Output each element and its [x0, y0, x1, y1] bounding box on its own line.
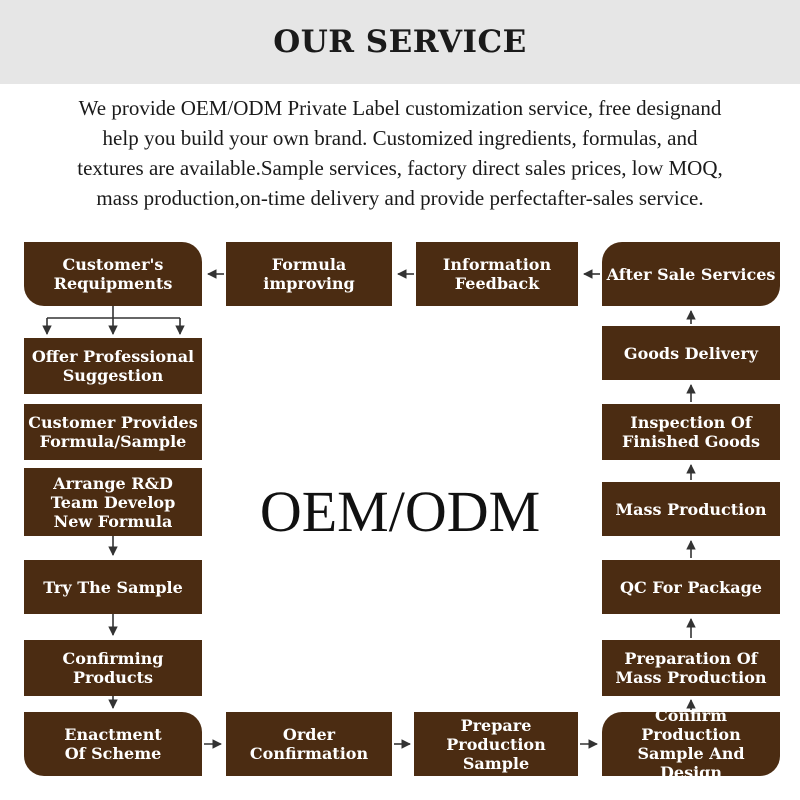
intro-line: mass production,on-time delivery and provide perfectafter-sales service. — [96, 186, 704, 210]
step-after-sale-services: After Sale Services — [602, 242, 780, 306]
center-label: OEM/ODM — [259, 479, 541, 544]
step-mass-production: Mass Production — [602, 482, 780, 536]
step-prepare-production-sample: Prepare Production Sample — [414, 712, 578, 776]
step-customer-provides-formula: Customer Provides Formula/Sample — [24, 404, 202, 460]
step-offer-professional-suggestion: Offer Professional Suggestion — [24, 338, 202, 394]
step-enactment-of-scheme: Enactment Of Scheme — [24, 712, 202, 776]
intro-line: We provide OEM/ODM Private Label customization service, free designand — [78, 96, 722, 120]
intro-line: help you build your own brand. Customized ingredients, formulas, and — [102, 126, 698, 150]
step-preparation-of-mass-production: Preparation Of Mass Production — [602, 640, 780, 696]
step-goods-delivery: Goods Delivery — [602, 326, 780, 380]
step-inspection-of-finished-goods: Inspection Of Finished Goods — [602, 404, 780, 460]
step-formula-improving: Formula improving — [226, 242, 392, 306]
step-qc-for-package: QC For Package — [602, 560, 780, 614]
intro-line: textures are available.Sample services, factory direct sales prices, low MOQ, — [77, 156, 723, 180]
step-information-feedback: Information Feedback — [416, 242, 578, 306]
step-customers-requirements: Customer's Requipments — [24, 242, 202, 306]
page-title: OUR SERVICE — [273, 24, 527, 60]
step-arrange-rd-team: Arrange R&D Team Develop New Formula — [24, 468, 202, 536]
step-order-confirmation: Order Confirmation — [226, 712, 392, 776]
step-try-the-sample: Try The Sample — [24, 560, 202, 614]
step-confirming-products: Confirming Products — [24, 640, 202, 696]
step-confirm-production-sample: Confirm Production Sample And Design — [602, 712, 780, 776]
